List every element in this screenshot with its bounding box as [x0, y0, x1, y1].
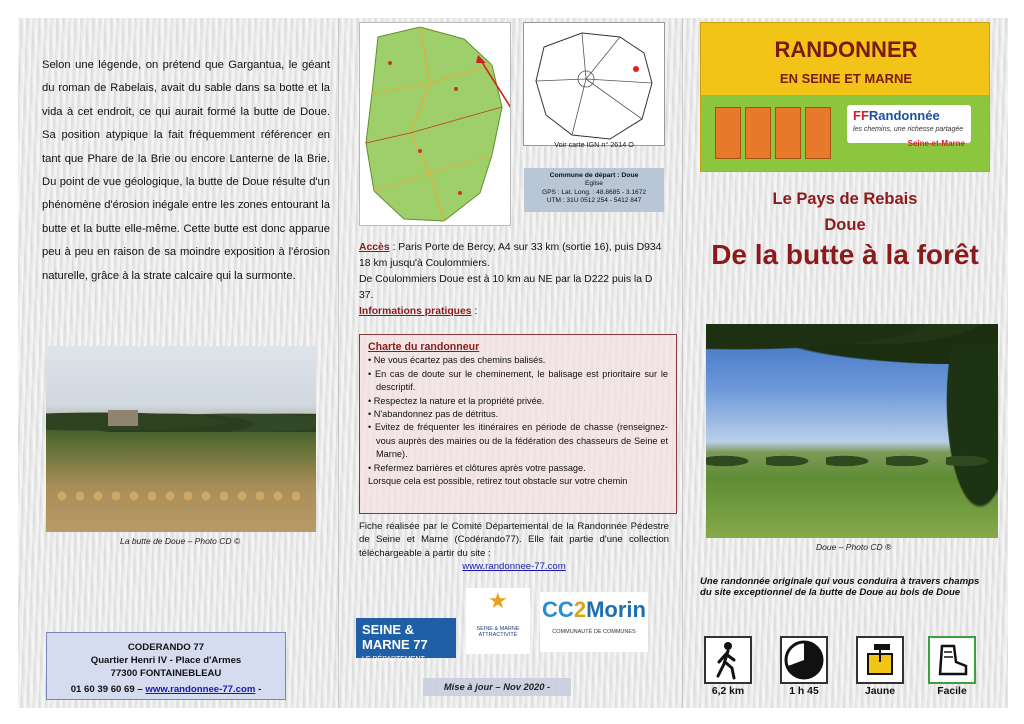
balisage-value: Jaune: [864, 686, 896, 697]
difficulty-value: Facile: [937, 686, 967, 697]
photo-caption-doue: Doue – Photo CD ®: [816, 542, 892, 552]
contact-address1: Quartier Henri IV - Place d'Armes: [90, 655, 242, 666]
france-idf-map: [523, 22, 665, 146]
photo-caption-butte: La butte de Doue – Photo CD ©: [120, 536, 241, 546]
guide-book-icon: [745, 107, 771, 159]
town-name: Doue: [824, 216, 866, 234]
region-map: [359, 22, 511, 226]
hike-title: De la butte à la forêt: [711, 239, 979, 270]
region-name: Le Pays de Rebais: [772, 190, 918, 208]
access-section: Accès : Paris Porte de Bercy, A4 sur 33 km (sortie 16), puis D934 18 km jusqu'à Coulommiers. De Coulommiers Doue est à 10 km au NE par la D222 puis la D 37. Informations pratiques :: [359, 242, 662, 317]
charte-title: Charte du randonneur: [368, 341, 480, 353]
access-text: : Paris Porte de Bercy, A4 sur 33 km (sortie 16), puis D934 18 km jusqu'à Coulommiers.: [359, 242, 662, 269]
region-heading: [700, 186, 990, 238]
paint-pot-icon: [856, 636, 904, 684]
fiche-text: Fiche réalisée par le Comité Départemental de la Randonnée Pédestre de Seine et Marne (Codérando77). Elle fait partie d'une collection téléchargeable à partir du site : www.randonnee-77.com: [359, 521, 669, 573]
guide-book-icon: [805, 107, 831, 159]
fold-line: [682, 18, 683, 708]
info-label: Informations pratiques: [359, 306, 472, 317]
access-label: Accès: [359, 242, 390, 253]
hike-intro: Une randonnée originale qui vous conduira à travers champs du site exceptionnel de la butte de Doue au bois de Doue: [700, 576, 980, 599]
boot-icon: [928, 636, 976, 684]
idf-map-svg: [524, 23, 666, 147]
charte-item: • Ne vous écartez pas des chemins balisés.: [368, 354, 668, 367]
doue-landscape-photo: [706, 324, 998, 538]
brochure-sheet: [18, 18, 1008, 708]
contact-box: CODERANDO 77 Quartier Henri IV - Place d'Armes 77300 FONTAINEBLEAU 01 60 39 60 69 – www.randonnee-77.com -: [46, 632, 286, 700]
contact-phone: 01 60 39 60 69 –: [70, 684, 143, 695]
distance-value: 6,2 km: [711, 686, 745, 697]
contact-name: CODERANDO 77: [127, 642, 205, 653]
star-icon: ★: [488, 588, 508, 613]
commune-box: [524, 168, 664, 212]
charte-item: • Evitez de fréquenter les itinéraires en période de chasse (renseignez-vous auprès des mairies ou de la fédération des chasseurs de Seine et Marne).: [368, 421, 668, 461]
region-map-svg: [360, 23, 511, 226]
fiche-site-link[interactable]: www.randonnee-77.com: [462, 561, 566, 573]
duration-value: 1 h 45: [789, 686, 819, 697]
banner-title: RANDONNER: [774, 37, 918, 62]
commune-utm: UTM : 31U 0512 254 - 5412 847: [546, 197, 642, 205]
randonner-banner: [700, 22, 990, 172]
commune-title: Commune de départ : Doue: [549, 172, 639, 179]
hiker-icon: [704, 636, 752, 684]
commune-place: Eglise: [585, 180, 603, 188]
legend-text: Selon une légende, on prétend que Gargantua, le géant du roman de Rabelais, avait du sable dans sa botte et la vida à cet endroit, ce qui aurait formé la butte de Doue. Sa position atypique la fait fréquemment référencer en tant que Phare de la Brie ou encore Lanterne de la Brie. Du point de vue géologique, la butte de Doue résulte d'un phénomène d'érosion inégale entre les zones entourant la butte et la butte elle-même. Cette butte est donc apparue peu à peu en raison de sa moindre exposition à l'érosion naturelle, grâce à la strate calcaire qui la surmonte.: [42, 59, 330, 282]
commune-gps: GPS : Lat. Long. : 48.8685 - 3.1672: [541, 188, 647, 196]
charte-item: • N'abandonnez pas de détritus.: [368, 408, 668, 421]
ign-map-ref: Voir carte IGN n° 2614 O: [554, 140, 634, 149]
ffrandonnee-logo: FFRandonnée les chemins, une richesse partagée Seine-et-Marne: [847, 105, 971, 143]
charte-footer: Lorsque cela est possible, retirez tout obstacle sur votre chemin: [368, 476, 628, 487]
update-date: Mise à jour – Nov 2020 -: [423, 678, 571, 696]
guide-book-icon: [715, 107, 741, 159]
butte-de-doue-photo: [46, 346, 316, 532]
charte-item: • Refermez barrières et clôtures après votre passage.: [368, 462, 668, 475]
contact-address2: 77300 FONTAINEBLEAU: [110, 668, 222, 679]
fold-line: [338, 18, 339, 708]
cc2morin-logo: CC2Morin COMMUNAUTÉ DE COMMUNES: [540, 592, 648, 652]
charte-item: • En cas de doute sur le cheminement, le balisage est prioritaire sur le descriptif.: [368, 368, 668, 395]
banner-subtitle: EN SEINE ET MARNE: [779, 71, 913, 86]
seine-et-marne-logo: SEINE & MARNE 77 LE DÉPARTEMENT: [356, 618, 456, 658]
charte-list: [368, 354, 668, 475]
charte-box: [359, 334, 677, 514]
contact-site-link[interactable]: www.randonnee-77.com: [145, 684, 256, 695]
seine-et-marne-attractivite-logo: ★ SEINE & MARNE ATTRACTIVITÉ: [466, 588, 530, 654]
clock-icon: [780, 636, 828, 684]
guide-book-icon: [775, 107, 801, 159]
access-text2: De Coulommiers Doue est à 10 km au NE par la D222 puis la D 37.: [359, 274, 653, 301]
charte-item: • Respectez la nature et la propriété privée.: [368, 395, 668, 408]
